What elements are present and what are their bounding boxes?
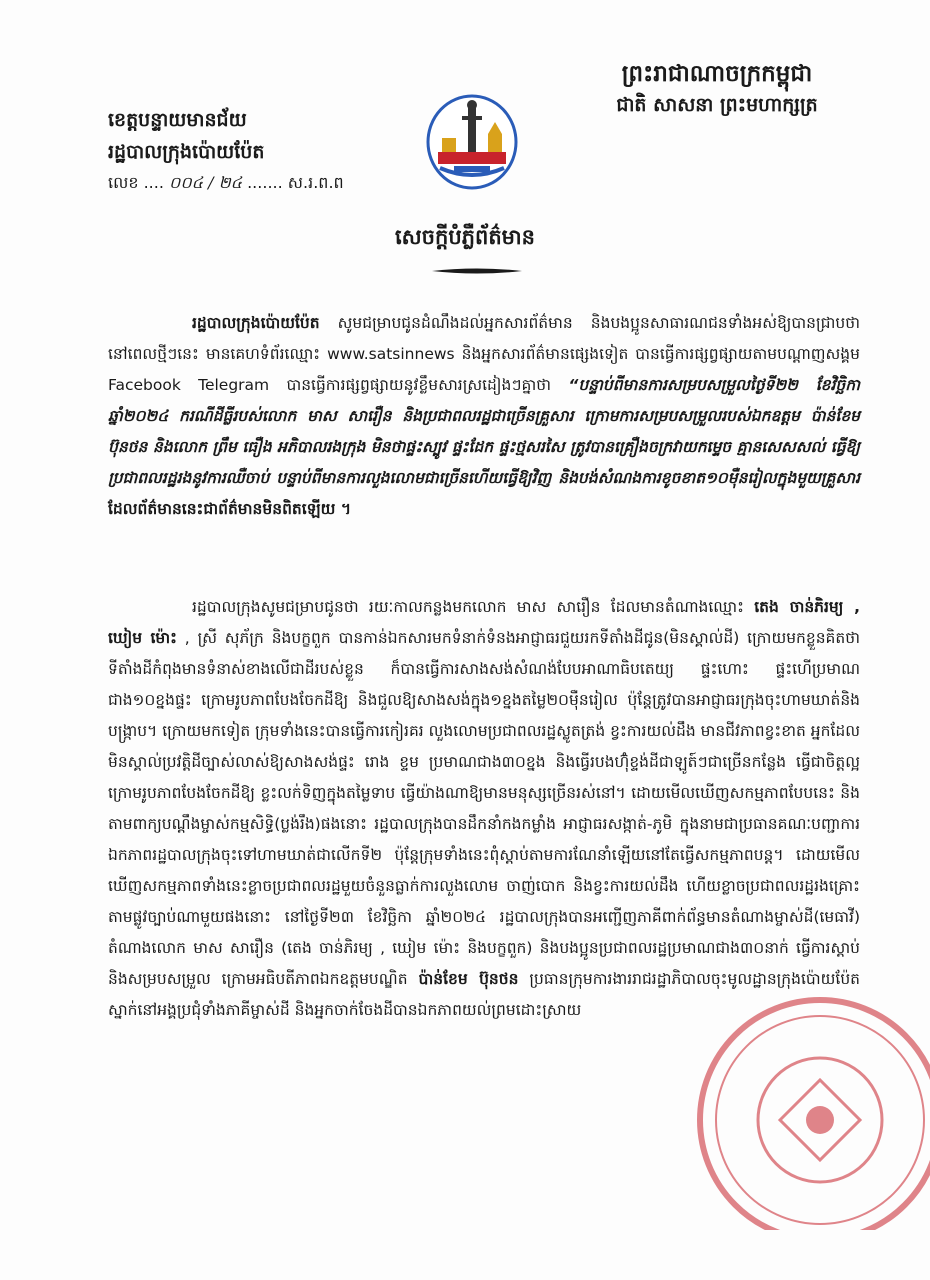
ref-prefix: លេខ bbox=[108, 173, 139, 192]
denial-statement: ដែលព័ត៌មាននេះជាព័ត៌មានមិនពិតឡើយ ។ bbox=[108, 500, 352, 518]
ref-suffix: ស.រ.ព.ព bbox=[287, 173, 344, 192]
quoted-claim: “បន្ទាប់ពីមានការសម្របសម្រួលថ្ងៃទី២២ ខែវិច្ឆិកា ឆ្នាំ២០២៤ ករណីដីធ្លីរបស់លោក មាស សារឿន និងប្រជាពលរដ្ឋជាច្រើនគ្រួសារ ក្រោមការសម្របសម្រួលរបស់ឯកឧត្តម ប៉ាន់ខែម ប៊ុនថន និងលោក ព្រឹម ធឿង អភិបាលរងក្រុង មិនថាផ្ទះស្បូវ ផ្ទះដែក ផ្ទះថ្មសរសៃ ត្រូវបានគ្រឿងចក្រវាយកម្ទេច គ្មានសេសសល់ ធ្វើឱ្យប្រជាពលរដ្ឋរងនូវការឈឺចាប់ បន្ទាប់ពីមានការលួងលោមជាច្រើនហើយធ្វើឱ្យវិញ និងបង់សំណងការខូចខាត១០ម៉ឺនរៀលក្នុងមួយគ្រួសារ bbox=[108, 376, 860, 487]
administration-name: រដ្ឋបាលក្រុងប៉ោយប៉ែត bbox=[108, 141, 265, 163]
social-platforms: Facebook Telegram bbox=[108, 376, 270, 394]
official-seal-icon bbox=[640, 940, 930, 1230]
kingdom-title: ព្រះរាជាណាចក្រកម្ពុជា bbox=[621, 61, 813, 87]
p1-text-a: សូមជម្រាបជូនដំណឹងដល់អ្នកសារព័ត៌មាន និងបងប្អូនសាធារណជនទាំងអស់ឱ្យបានជ្រាបថា នៅពេលថ្មីៗនេះ មានគេហទំព័រឈ្មោះ bbox=[108, 314, 860, 363]
p2-text-c: ប្រធានក្រុមការងាររាជរដ្ឋាភិបាលចុះមូលដ្ឋានក្រុងប៉ោយប៉ែត ស្នាក់នៅអង្គប្រជុំទាំងភាគីម្ចាស់ដី និងអ្នកចាក់ចែងដីបានឯកភាពយល់ព្រមដោះស្រាយ bbox=[108, 970, 861, 1019]
p1-text-b: និងអ្នកសារព័ត៌មានផ្សេងទៀត បានធ្វើការផ្សព្វផ្សាយតាមបណ្ដាញសង្គម bbox=[454, 345, 860, 363]
paragraph-1 bbox=[108, 308, 860, 525]
ref-code: ២៤ bbox=[218, 173, 242, 192]
p2-text-b: , ស្រី សុភ័ក្រ និងបក្ខពួក បានកាន់ឯកសារមកទំនាក់ទំនងអាជ្ញាធរជួយរកទីតាំងដីជូន(មិនស្គាល់ដី) ក្រោយមកខ្លួនគិតថាទីតាំងដីកំពុងមានទំនាស់ខាងលើជាដីរបស់ខ្លួន ក៏បានធ្វើការសាងសង់សំណង់បែបអាណាធិបតេយ្យ ផ្ទះហោះ ផ្ទះហើប្រមាណជាង១០ខ្នងផ្ទះ ក្រោមរូបភាពបែងចែកដីឱ្យ និងជួលឱ្យសាងសង់ក្នុង១ខ្នងតម្លៃ២០ម៉ឺនរៀល ប៉ុន្តែត្រូវបានអាជ្ញាធរក្រុងចុះហាមឃាត់និងបង្រ្កាប។ ក្រោយមកទៀត ក្រុមទាំងនេះបានធ្វើការកៀរគរ លួងលោមប្រជាពលរដ្ឋស្លូតត្រង់ ខ្វះការយល់ដឹង មានជីវភាពខ្វះខាត អ្នកដែលមិនស្គាល់ប្រវត្តិដីច្បាស់លាស់ឱ្យសាងសង់ផ្ទះ រោង ខ្ទម ប្រមាណជាង៣០ខ្នង និងធ្វើរបងហ៊ុំខ្ទង់ដីជាឡូត៍ៗជាច្រើនកន្លែង ធ្វើជាចិត្តល្អក្រោមរូបភាពបែងចែកដីឱ្យ ខ្លះលក់ទិញក្នុងតម្លៃទាប ធ្វើយ៉ាងណាឱ្យមានមនុស្សច្រើនរស់នៅ។ ដោយមើលឃើញសកម្មភាពបែបនេះ និងតាមពាក្យបណ្ដឹងម្ចាស់កម្មសិទ្ធិ(ប្លង់រឹង)ផងនោះ រដ្ឋបាលក្រុងបានដឹកនាំកងកម្លាំង អាជ្ញាធរសង្កាត់-ភូមិ ក្នុងនាមជាប្រធានគណៈបញ្ជាការឯកភាពរដ្ឋបាលក្រុងចុះទៅហាមឃាត់ជាលើកទី២ ប៉ុន្តែក្រុមទាំងនេះពុំស្ដាប់តាមការណែនាំឡើយនៅតែធ្វើសកម្មភាពបន្ត។ ដោយមើលឃើញសកម្មភាពទាំងនេះខ្លាចប្រជាពលរដ្ឋមួយចំនួនធ្លាក់ការលួងលោម ចាញ់បោក និងខ្វះការយល់ដឹង ហើយខ្លាចប្រជាពលរដ្ឋរងគ្រោះតាមផ្លូវច្បាប់ណាមួយផងនោះ នៅថ្ងៃទី២៣ ខែវិច្ឆិកា ឆ្នាំ២០២៤ រដ្ឋបាលក្រុងបានអញ្ជើញភាគីពាក់ព័ន្ធមានតំណាងម្ចាស់ដី(មេធាវី) តំណាងលោក មាស សារឿន (តេង ចាន់ភិរម្យ , ឃៀម ម៉ោះ និងបក្ខពួក) និងបងប្អូនប្រជាពលរដ្ឋប្រមាណជាង៣០នាក់ ធ្វើការស្ដាប់ និងសម្របសម្រួល ក្រោមអធិបតីភាពឯកឧត្តមបណ្ឌិត bbox=[108, 629, 860, 988]
p2-text-a: រដ្ឋបាលក្រុងសូមជម្រាបជូនថា រយៈកាលកន្លងមកលោក មាស សារឿន ដែលមានតំណាងឈ្មោះ bbox=[192, 598, 755, 616]
p1-text-c: បានធ្វើការផ្សព្វផ្សាយនូវខ្លឹមសារស្រដៀងៗគ្នាថា bbox=[269, 376, 569, 394]
chair-name: ប៉ាន់ខែម ប៊ុនថន bbox=[418, 970, 519, 988]
kingdom-motto: ជាតិ សាសនា ព្រះមហាក្សត្រ bbox=[616, 94, 818, 116]
city-emblem-icon bbox=[424, 92, 520, 192]
issuer-lead: រដ្ឋបាលក្រុងប៉ោយប៉ែត bbox=[192, 314, 320, 332]
representative-names: តេង ចាន់ភិរម្យ , ឃៀម ម៉ោះ bbox=[108, 598, 860, 647]
province-name: ខេត្តបន្ទាយមានជ័យ bbox=[108, 109, 247, 131]
news-site-name: www.satsinnews bbox=[327, 345, 455, 363]
kingdom-header bbox=[592, 58, 842, 120]
ref-number: ០០៤ bbox=[169, 173, 203, 192]
ref-separator: / bbox=[208, 173, 214, 192]
title-ornament-icon bbox=[432, 266, 522, 276]
issuer-block bbox=[108, 104, 368, 198]
document-title: សេចក្តីបំភ្លឺព័ត៌មាន bbox=[395, 225, 535, 249]
reference-number: លេខ .... ០០៤ / ២៤ ....... ស.រ.ព.ព bbox=[108, 173, 344, 192]
